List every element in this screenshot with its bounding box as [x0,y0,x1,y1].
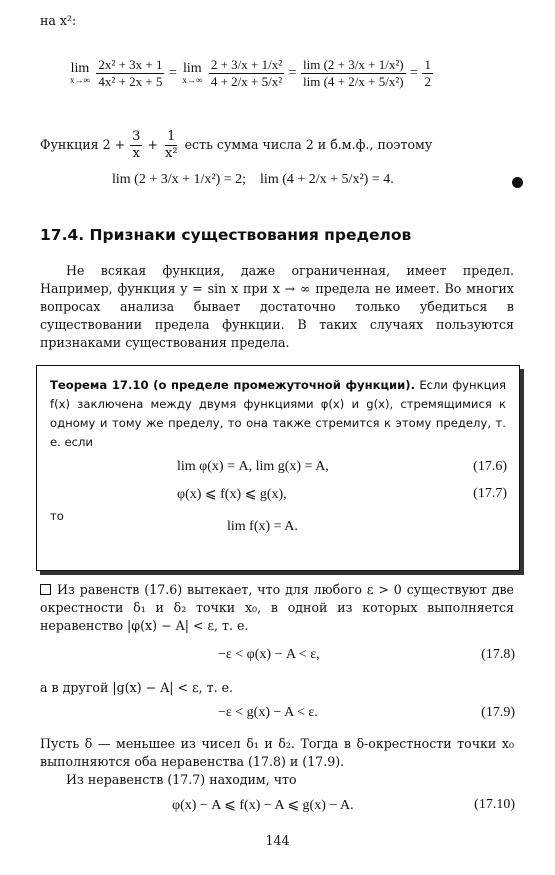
section-title: 17.4. Признаки существования пределов [40,226,412,244]
theorem-then: то [50,509,64,523]
bullet-dot-icon [512,177,523,188]
equation-number: (17.10) [474,797,515,812]
equation-result: lim f(x) = A. [227,519,298,534]
equation-number: (17.8) [481,647,515,662]
intro-paragraph: Не всякая функция, даже ограниченная, имеет предел. Например, функция y = sin x при x → ∞ предела не имеет. Во многих вопросах анализа бывает достаточно только убедиться в существовании предела функции. В таких случаях пользуются признаками существования предела. [40,263,514,350]
proof-start-square-icon [40,584,51,595]
equation-17-8: −ε < φ(x) − A < ε, [218,647,320,662]
proof-paragraph-2: а в другой |g(x) − A| < ε, т. е. [40,680,234,695]
fraction: $\frac{1}{\text{x²}}$ [165,129,178,161]
equation-17-7: φ(x) ⩽ f(x) ⩽ g(x), [177,487,287,502]
fraction: $\frac{\text{lim (2 + 3/x + 1/x²)}}{\text{lim (4 + 2/x + 5/x²)}}$ [303,57,404,89]
fraction-result: $\frac{1}{2}$ [424,57,431,89]
proof-paragraph-1: Из равенств (17.6) вытекает, что для любого ε > 0 существуют две окрестности δ₁ и δ₂ точки x₀, в одной из которых выполняется неравенство |φ(x) − A| < ε, т. е. [40,582,514,633]
equation-number: (17.6) [473,459,507,474]
fraction: $\frac{3}{x}$ [132,129,141,161]
page-number: 144 [265,833,290,848]
intro-text: на x²: [40,13,77,28]
equation-limits-2-4: lim (2 + 3/x + 1/x²) = 2; lim (4 + 2/x + 5/x²) = 4. [112,172,394,187]
equation-17-9: −ε < g(x) − A < ε. [218,705,318,720]
equation-number: (17.7) [473,486,507,501]
lim-operator: lim x→∞ [70,60,90,85]
lim-operator: lim x→∞ [182,60,203,85]
function-sentence: Функция 2 + $\frac{3}{x}$ + $\frac{1}{\text{x²}}$ есть сумма числа 2 и б.м.ф., поэтому [40,129,433,161]
proof-paragraph-4: Из неравенств (17.7) находим, что [66,772,297,787]
equation-17-6: lim φ(x) = A, lim g(x) = A, [177,459,329,474]
theorem-box [36,365,520,571]
fraction: $\frac{\text{2 + 3/x + 1/x²}}{\text{4 + 2/x + 5/x²}}$ [210,57,283,89]
proof-paragraph-3: Пусть δ — меньшее из чисел δ₁ и δ₂. Тогда в δ-окрестности точки x₀ выполняются оба неравенства (17.8) и (17.9). [40,736,514,769]
fraction: $\frac{\text{2x² + 3x + 1}}{\text{4x² + 2x + 5}}$ [98,57,163,89]
theorem-statement: Теорема 17.10 (о пределе промежуточной функции). Если функция f(x) заключена между двумя функциями φ(x) и g(x), стремящимися к одному и тому же пределу, то она также стремится к этому пределу, т. е. если [50,378,507,449]
equation-limit-ratio: lim x→∞ $\frac{\text{2x² + 3x + 1}}{\text{4x² + 2x + 5}}$ = lim x→∞ $\frac{\text{2 + 3/x + 1/x²}}{\text{4 + 2/x + 5/x²}}$ = $\frac{\text{lim (2 + 3/x + 1/x²)}}{\text{lim (4 + 2/x + 5/x²)}}$ = $\frac{1}{2}$ [70,57,431,89]
equation-number: (17.9) [481,705,515,720]
equation-17-10: φ(x) − A ⩽ f(x) − A ⩽ g(x) − A. [172,798,354,813]
theorem-title: Теорема 17.10 (о пределе промежуточной функции). [50,378,416,392]
